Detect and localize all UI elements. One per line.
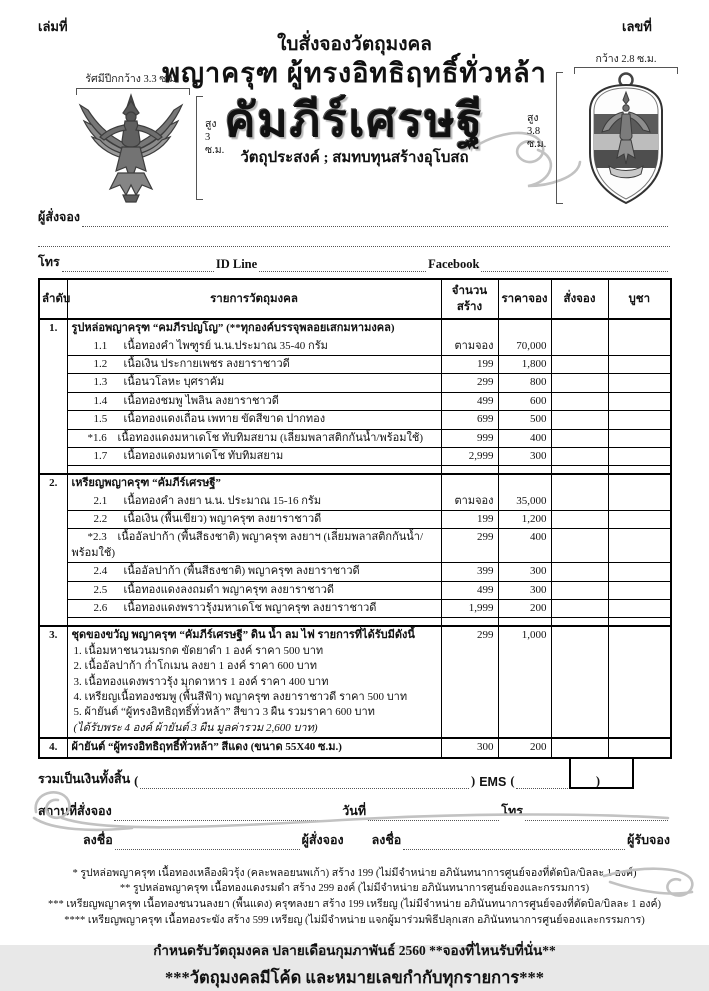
section-number: 1. <box>39 319 67 474</box>
sign1-label: ลงชื่อ <box>83 832 113 847</box>
orderer-line <box>38 207 670 227</box>
item-desc: เนื้อเงิน ประกายเพชร ลงยาราชาวดี <box>123 357 290 370</box>
item-qty: 299 <box>441 374 498 392</box>
sign2-label: ลงชื่อ <box>371 832 402 847</box>
order-qty-cell[interactable] <box>551 411 608 429</box>
section-title-row <box>39 738 671 757</box>
item-code: 2.6 <box>93 602 108 615</box>
spacer-cell <box>551 466 608 475</box>
table-row <box>39 355 671 373</box>
worship-qty-cell[interactable] <box>608 581 671 599</box>
section-price: 1,000 <box>498 626 551 738</box>
item-desc-cell <box>67 355 441 373</box>
table-row <box>39 600 671 618</box>
table-row <box>39 338 671 356</box>
worship-qty-cell[interactable] <box>608 429 671 447</box>
section-title-cell <box>67 738 441 757</box>
sign1-input-line[interactable] <box>115 836 300 850</box>
receiver-sign-label: ผู้รับจอง <box>627 832 670 847</box>
section-number: 2. <box>39 474 67 626</box>
item-qty: 399 <box>441 563 498 581</box>
order-table <box>38 278 672 759</box>
signature-flourish <box>22 778 672 834</box>
section-title: ผ้ายันต์ “ผู้ทรงอิทธิฤทธิ์ทั่วหล้า” สีแดง (ขนาด 55X40 ซ.ม.) <box>71 741 342 754</box>
footnote-2: ** รูปหล่อพญาครุฑ เนื้อทองแดงรมดำ สร้าง 299 องค์ (ไม่มีจำหน่าย อภินันทนาการศูนย์จองและกรรมการ) <box>119 883 590 895</box>
worship-qty-cell[interactable] <box>608 447 671 465</box>
gift-item-line-3: 4. เหรียญเนื้อทองชมพู (พื้นสีฟ้า) พญาครุฑ ลงยาราชาวดี ราคา 500 บาท <box>73 691 408 703</box>
worship-qty-cell[interactable] <box>608 411 671 429</box>
section-qty: 299 <box>441 626 498 738</box>
item-price: 1,200 <box>498 511 551 529</box>
section-price <box>498 319 551 337</box>
right-figure-side-label <box>527 112 546 151</box>
order-qty-cell[interactable] <box>551 529 608 563</box>
item-code: *2.3 <box>87 531 107 544</box>
idline-label: ID Line <box>215 257 258 271</box>
subtitle: วัตถุประสงค์ ; สมทบทุนสร้างอุโบสถ <box>240 150 469 167</box>
item-desc-cell <box>67 581 441 599</box>
order-qty-cell[interactable] <box>551 511 608 529</box>
worship-qty-cell[interactable] <box>608 493 671 511</box>
contact-line <box>38 252 670 272</box>
table-header-row <box>39 279 671 319</box>
worship-qty-cell[interactable] <box>608 355 671 373</box>
item-desc-cell <box>67 411 441 429</box>
phone-input-line[interactable] <box>62 258 214 272</box>
footnote-1: * รูปหล่อพญาครุฑ เนื้อทองเหลืองผิวรุ้ง (คละพลอยนพเก้า) สร้าง 199 (ไม่มีจำหน่าย อภินันทนาการศูนย์จองที่ตัดบิล/บิลละ 1 องค์) <box>72 867 637 879</box>
right-side-label-line2: 3.8 <box>527 126 541 138</box>
table-row <box>39 374 671 392</box>
right-figure-top-label: กว้าง 2.8 ซ.ม. <box>595 54 657 65</box>
section-title-cell <box>67 474 441 492</box>
worship-qty-cell[interactable] <box>608 738 671 757</box>
spacer-cell <box>551 618 608 627</box>
item-price: 500 <box>498 411 551 429</box>
section-note: (ได้รับพระ 4 องค์ ผ้ายันต์ 3 ผืน มูลค่ารวม 2,600 บาท) <box>73 721 318 734</box>
worship-qty-cell[interactable] <box>608 374 671 392</box>
section-qty: 300 <box>441 738 498 757</box>
section-spacer-row <box>39 466 671 475</box>
spacer-cell <box>441 466 498 475</box>
worship-qty-cell[interactable] <box>608 511 671 529</box>
item-qty: 499 <box>441 581 498 599</box>
item-qty: 199 <box>441 511 498 529</box>
column-header-4: สั่งจอง <box>551 279 608 319</box>
table-row <box>39 511 671 529</box>
idline-input-line[interactable] <box>259 258 426 272</box>
item-code: 1.1 <box>93 339 108 352</box>
order-qty-cell[interactable] <box>551 493 608 511</box>
gift-item-line-1: 2. เนื้ออัลปาก้า ก่ำโกเมน ลงยา 1 องค์ ราคา 600 บาท <box>73 660 318 673</box>
table-row <box>39 563 671 581</box>
table-row <box>39 447 671 465</box>
item-code: 1.4 <box>93 394 108 407</box>
column-header-5: บูชา <box>608 279 671 319</box>
left-side-label-line2: 3 <box>205 132 211 144</box>
amulet-figure-image <box>575 70 677 206</box>
table-row <box>39 529 671 563</box>
left-side-label-line1: สูง <box>205 119 217 130</box>
section-title-row <box>39 474 671 492</box>
item-code: 1.5 <box>93 413 108 426</box>
item-price: 70,000 <box>498 338 551 356</box>
order-qty-cell[interactable] <box>551 355 608 373</box>
place-label: สถานที่สั่งจอง <box>38 803 112 818</box>
order-qty-cell[interactable] <box>551 429 608 447</box>
worship-qty-cell[interactable] <box>608 529 671 563</box>
item-price: 800 <box>498 374 551 392</box>
item-desc: เนื้อทองคำ ลงยา น.น. ประมาณ 15-16 กรัม <box>123 494 322 507</box>
footnote-4: **** เหรียญพญาครุฑ เนื้อทองระฆัง สร้าง 599 เหรียญ (ไม่มีจำหน่าย แจกผู้มาร่วมพิธีปลุกเสก อภินันทนาการศูนย์จองและกรรมการ) <box>64 914 645 926</box>
section-title: รูปหล่อพญาครุฑ “คมภีรปญโญ” (**ทุกองค์บรรจุพลอยเสกมหามงคล) <box>71 322 395 335</box>
item-desc: เนื้ออัลปาก้า (พื้นสีธงชาติ) พญาครุฑ ลงยาฯ (เลี่ยมพลาสติกกันน้ำ/พร้อมใช้) <box>71 531 423 559</box>
item-code: 2.5 <box>93 583 108 596</box>
big-title: คัมภีร์เศรษฐี <box>224 94 485 146</box>
item-desc: เนื้อทองแดงมหาเดโช ทับทิมสยาม <box>123 449 284 462</box>
worship-qty-cell[interactable] <box>608 474 671 492</box>
item-qty: 999 <box>441 429 498 447</box>
item-qty: 199 <box>441 355 498 373</box>
section-title-row <box>39 319 671 337</box>
item-desc-cell <box>67 374 441 392</box>
item-desc-cell <box>67 447 441 465</box>
item-price: 300 <box>498 563 551 581</box>
item-price: 300 <box>498 581 551 599</box>
item-qty: ตามจอง <box>441 493 498 511</box>
item-desc-cell <box>67 429 441 447</box>
column-header-2: จำนวนสร้าง <box>441 279 498 319</box>
ems-label: EMS <box>479 774 507 789</box>
ems-close-paren: ) <box>595 773 600 788</box>
item-desc-cell <box>67 563 441 581</box>
form-title: ใบสั่งจองวัตถุมงคล <box>277 34 432 55</box>
gift-item-line-4: 5. ผ้ายันต์ “ผู้ทรงอิทธิฤทธิ์ทั่วหล้า” สีขาว 3 ผืน รวมราคา 600 บาท <box>73 706 375 719</box>
item-qty: 499 <box>441 392 498 410</box>
footnote-flourish <box>600 848 700 908</box>
order-qty-cell[interactable] <box>551 600 608 618</box>
delivery-line: กำหนดรับวัตถุมงคล ปลายเดือนกุมภาพันธ์ 2560 **จองที่ไหนรับที่นั่น** <box>153 942 556 958</box>
item-desc-cell <box>67 338 441 356</box>
item-desc: เนื้อนวโลหะ บุศราคัม <box>123 376 225 389</box>
item-price: 300 <box>498 447 551 465</box>
phone2-label: โทร <box>501 803 523 818</box>
column-header-0: ลำดับ <box>39 279 67 319</box>
column-header-1: รายการวัตถุมงคล <box>67 279 441 319</box>
item-code: 2.2 <box>93 513 108 526</box>
item-price: 400 <box>498 429 551 447</box>
phone-label: โทร <box>38 255 60 269</box>
item-price: 35,000 <box>498 493 551 511</box>
item-desc: เนื้อทองแดงมหาเดโช ทับทิมสยาม (เลี่ยมพลาสติกกันน้ำ/พร้อมใช้) <box>117 431 423 444</box>
section-number: 4. <box>39 738 67 757</box>
item-qty: 299 <box>441 529 498 563</box>
item-desc: เนื้ออัลปาก้า (พื้นสีธงชาติ) พญาครุฑ ลงยาราชาวดี <box>123 565 360 578</box>
item-price: 200 <box>498 600 551 618</box>
spacer-cell <box>67 618 441 627</box>
sign2-input-line[interactable] <box>403 836 625 850</box>
spacer-cell <box>608 618 671 627</box>
section-title-row <box>39 626 671 738</box>
section-price <box>498 474 551 492</box>
main-title: พญาครุฑ ผู้ทรงอิทธิฤทธิ์ทั่วหล้า <box>162 57 547 88</box>
orderer-label: ผู้สั่งจอง <box>38 210 80 224</box>
worship-qty-cell[interactable] <box>608 319 671 337</box>
item-desc-cell <box>67 392 441 410</box>
worship-qty-cell[interactable] <box>608 626 671 738</box>
order-qty-cell[interactable] <box>551 447 608 465</box>
left-figure-side-label <box>205 118 224 157</box>
left-side-label-line3: ซ.ม. <box>205 145 225 157</box>
order-qty-cell[interactable] <box>551 319 608 337</box>
item-code: *1.6 <box>87 431 107 444</box>
gift-item-line-2: 3. เนื้อทองแดงพราวรุ้ง มุกดาหาร 1 องค์ ราคา 400 บาท <box>73 675 329 688</box>
orderer-input-line[interactable] <box>82 213 668 227</box>
order-qty-cell[interactable] <box>551 626 608 738</box>
item-code: 2.4 <box>93 565 108 578</box>
order-qty-cell[interactable] <box>551 563 608 581</box>
orderer-sign-label: ผู้สั่งจอง <box>301 832 344 847</box>
table-row <box>39 392 671 410</box>
item-qty: ตามจอง <box>441 338 498 356</box>
order-qty-cell[interactable] <box>551 581 608 599</box>
item-desc-cell <box>67 529 441 563</box>
worship-qty-cell[interactable] <box>608 392 671 410</box>
number-label: เลขที่ <box>622 19 652 34</box>
worship-qty-cell[interactable] <box>608 338 671 356</box>
section-price: 200 <box>498 738 551 757</box>
gift-item-line-0: 1. เนื้อมหาชนวนมรกต ขัดยาดำ 1 องค์ ราคา 500 บาท <box>73 644 324 657</box>
section-spacer-row <box>39 618 671 627</box>
section-qty <box>441 319 498 337</box>
item-code: 1.2 <box>93 357 108 370</box>
order-qty-cell[interactable] <box>551 374 608 392</box>
item-qty: 2,999 <box>441 447 498 465</box>
item-price: 400 <box>498 529 551 563</box>
total-close-paren: ) <box>471 773 476 788</box>
facebook-input-line[interactable] <box>481 258 668 272</box>
right-figure-height-bracket <box>556 72 563 204</box>
item-desc: เนื้อทองคำ ไพฑูรย์ น.น.ประมาณ 35-40 กรัม <box>123 339 328 352</box>
order-qty-cell[interactable] <box>551 392 608 410</box>
total-label: รวมเป็นเงินทั้งสิ้น <box>38 771 131 786</box>
order-qty-cell[interactable] <box>551 474 608 492</box>
table-row <box>39 493 671 511</box>
item-desc-cell <box>67 511 441 529</box>
garuda-figure-image <box>70 93 192 205</box>
left-figure-height-bracket <box>196 96 203 200</box>
item-desc: เนื้อทองแดงพราวรุ้งมหาเดโช พญาครุฑ ลงยาราชาวดี <box>123 602 377 615</box>
facebook-label: Facebook <box>428 257 480 271</box>
item-desc: เนื้อทองแดงเถื่อน เพทาย ขัดสีขาด ปากทอง <box>123 413 326 426</box>
date-label: วันที่ <box>342 803 367 818</box>
item-qty: 1,999 <box>441 600 498 618</box>
section-title: เหรียญพญาครุฑ “คัมภีร์เศรษฐี” <box>71 477 221 490</box>
spacer-cell <box>441 618 498 627</box>
worship-qty-cell[interactable] <box>608 563 671 581</box>
column-header-3: ราคาจอง <box>498 279 551 319</box>
section-title-cell <box>67 626 441 738</box>
item-code: 2.1 <box>93 494 108 507</box>
spacer-cell <box>498 466 551 475</box>
spacer-cell <box>67 466 441 475</box>
section-qty <box>441 474 498 492</box>
right-side-label-line3: ซ.ม. <box>527 139 547 151</box>
item-price: 1,800 <box>498 355 551 373</box>
item-code: 1.7 <box>93 449 108 462</box>
footnote-3: *** เหรียญพญาครุฑ เนื้อทองชนวนลงยา (พื้นแดง) ครุฑลงยา สร้าง 199 เหรียญ (ไม่มีจำหน่าย อภินันทนาการศูนย์จองที่ตัดบิล/บิลละ 1 องค์) <box>47 899 662 911</box>
section-title-cell <box>67 319 441 337</box>
item-desc-cell <box>67 600 441 618</box>
worship-qty-cell[interactable] <box>608 600 671 618</box>
item-code: 1.3 <box>93 376 108 389</box>
ems-open-paren: ( <box>510 773 515 788</box>
spacer-cell <box>498 618 551 627</box>
orderer-input-line-2[interactable] <box>38 233 670 247</box>
volume-label: เล่มที่ <box>38 19 68 34</box>
section-number: 3. <box>39 626 67 738</box>
item-desc: เนื้อทองแดงลงถมดำ พญาครุฑ ลงยาราชาวดี <box>123 583 335 596</box>
table-row <box>39 411 671 429</box>
right-side-label-line1: สูง <box>527 113 539 124</box>
item-qty: 699 <box>441 411 498 429</box>
table-row <box>39 429 671 447</box>
order-qty-cell[interactable] <box>551 338 608 356</box>
item-desc: เนื้อทองชมพู ไพลิน ลงยาราชาวดี <box>123 394 279 407</box>
table-row <box>39 581 671 599</box>
orderer-line-2 <box>38 233 670 247</box>
left-figure-top-label: รัศมีปีกกว้าง 3.3 ซ.ม. <box>85 74 179 85</box>
item-desc-cell <box>67 493 441 511</box>
final-line: ***วัตถุมงคลมีโค้ด และหมายเลขกำกับทุกรายการ*** <box>165 967 544 987</box>
section-title: ชุดของขวัญ พญาครุฑ “คัมภีร์เศรษฐี” ดิน น้ำ ลม ไฟ รายการที่ได้รับมีดังนี้ <box>71 629 415 642</box>
item-price: 600 <box>498 392 551 410</box>
total-open-paren: ( <box>134 773 139 788</box>
item-desc: เนื้อเงิน (พื้นเขียว) พญาครุฑ ลงยาราชาวดี <box>123 513 322 526</box>
spacer-cell <box>608 466 671 475</box>
order-qty-cell[interactable] <box>551 738 608 757</box>
